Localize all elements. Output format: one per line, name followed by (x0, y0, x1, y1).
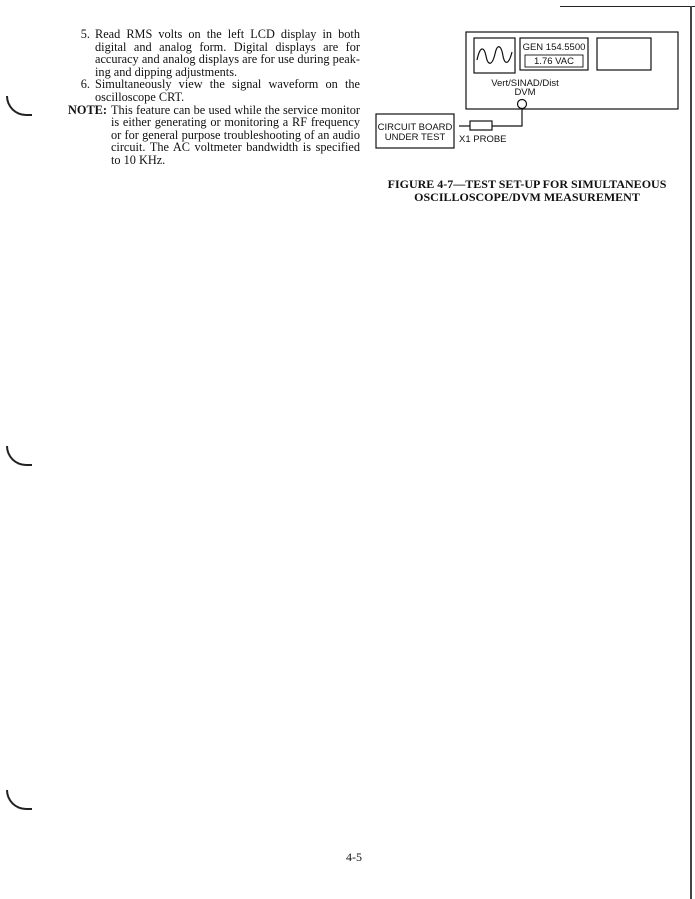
scan-edge-top (560, 6, 695, 7)
list-item-number: 5. (80, 27, 90, 41)
list-item-number: 6. (80, 77, 90, 92)
binder-hole-mark (6, 790, 32, 810)
x1-probe (470, 121, 492, 130)
connector-label-1: Vert/SINAD/Dist (491, 78, 559, 89)
list-item-text: Read RMS volts on the left LCD display in both digital and analog form. Digital displays are for accuracy and analog displays are for use during peak-ing and dipping adjustments. (95, 27, 360, 79)
waveform-trace (477, 47, 512, 64)
binder-hole-mark (6, 446, 32, 466)
probe-label: X1 PROBE (459, 134, 507, 145)
lcd-line-1: GEN 154.5500 (522, 42, 586, 53)
probe-cable (492, 108, 522, 126)
test-setup-diagram (375, 30, 687, 150)
note-label: NOTE: (68, 102, 107, 117)
caption-line-2: OSCILLOSCOPE/DVM MEASUREMENT (414, 190, 640, 204)
board-label-2: UNDER TEST (384, 132, 446, 143)
list-item-text: Simultaneously view the signal waveform on the oscilloscope CRT. (95, 77, 360, 104)
caption-line-1: FIGURE 4-7—TEST SET-UP FOR SIMULTANEOUS (387, 177, 667, 191)
right-display (597, 38, 651, 70)
binder-hole-mark (6, 96, 32, 116)
test-setup-figure (375, 30, 687, 150)
list-item (70, 78, 360, 103)
list-item (70, 28, 360, 78)
note-text: This feature can be used while the service monitor is either generating or monitoring a RF frequency or for general purpose troubleshooting of an audio circuit. The AC voltmeter bandwidth is specified to 10 KHz. (110, 102, 360, 167)
scan-edge-right (690, 6, 692, 899)
note-paragraph (70, 104, 360, 167)
board-label-1: CIRCUIT BOARD (377, 122, 453, 133)
connector-label-2: DVM (514, 87, 536, 98)
page-number: 4-5 (346, 850, 362, 864)
lcd-line-2: 1.76 VAC (534, 56, 574, 67)
figure-caption (372, 178, 682, 204)
instruction-text (70, 28, 360, 167)
dvm-connector (518, 100, 527, 109)
